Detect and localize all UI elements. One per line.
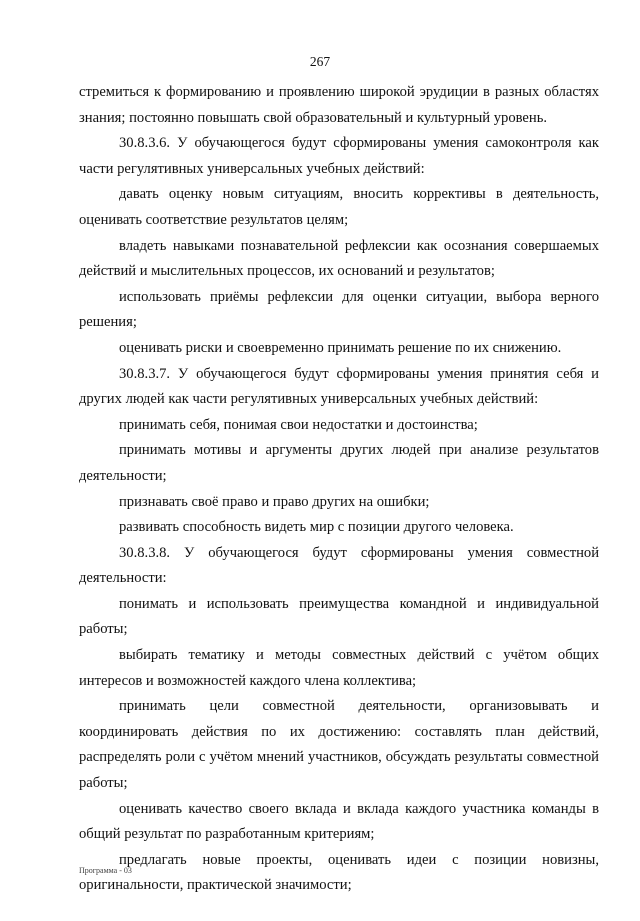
paragraph-accept-motives: принимать мотивы и аргументы других людей при анализе результатов деятельности;: [79, 442, 599, 484]
paragraph-choose-topics: выбирать тематику и методы совместных действий с учётом общих интересов и возможностей каждого члена коллектива;: [79, 647, 599, 689]
paragraph-cognitive-reflection: владеть навыками познавательной рефлексии как осознания совершаемых действий и мыслительных процессов, их оснований и результатов;: [79, 237, 599, 280]
paragraph-other-perspective: развивать способность видеть мир с позиции другого человека.: [119, 519, 514, 536]
page-number: 267: [309, 54, 331, 69]
paragraph-accept-self: принимать себя, понимая свои недостатки и достоинства;: [119, 416, 478, 433]
paragraph-assess-situations: давать оценку новым ситуациям, вносить коррективы в деятельность, оценивать соответствие результатов целям;: [79, 186, 599, 228]
paragraph-assess-risks: оценивать риски и своевременно принимать решение по их снижению.: [119, 339, 562, 356]
paragraph-erudition: стремиться к формированию и проявлению широкой эрудиции в разных областях знания; постоянно повышать свой образовательный и культурный уровень.: [79, 84, 599, 126]
paragraph-right-to-err: признавать своё право и право других на ошибки;: [119, 493, 430, 510]
paragraph-team-advantages: понимать и использовать преимущества командной и индивидуальной работы;: [79, 595, 599, 638]
paragraph-joint-activity-heading: 30.8.3.8. У обучающегося будут сформированы умения совместной деятельности:: [79, 544, 599, 587]
paragraph-reflection-techniques: использовать приёмы рефлексии для оценки ситуации, выбора верного решения;: [79, 288, 599, 331]
document-body: [79, 80, 599, 899]
paragraph-self-control-heading: 30.8.3.6. У обучающегося будут сформированы умения самоконтроля как части регулятивных универсальных учебных действий:: [79, 135, 599, 177]
paragraph-joint-goals: принимать цели совместной деятельности, организовывать и координировать действия по их достижению: составлять план действий, распределять роли с учётом мнений участников, обсуждать результаты совместной работы;: [79, 698, 599, 792]
footer-program-code: Программа - 03: [79, 866, 132, 875]
paragraph-propose-projects: предлагать новые проекты, оценивать идеи с позиции новизны, оригинальности, практической значимости;: [79, 851, 599, 894]
paragraph-assess-contribution: оценивать качество своего вклада и вклада каждого участника команды в общий результат по разработанным критериям;: [79, 800, 599, 843]
paragraph-acceptance-heading: 30.8.3.7. У обучающегося будут сформированы умения принятия себя и других людей как части регулятивных универсальных учебных действий:: [79, 365, 599, 408]
